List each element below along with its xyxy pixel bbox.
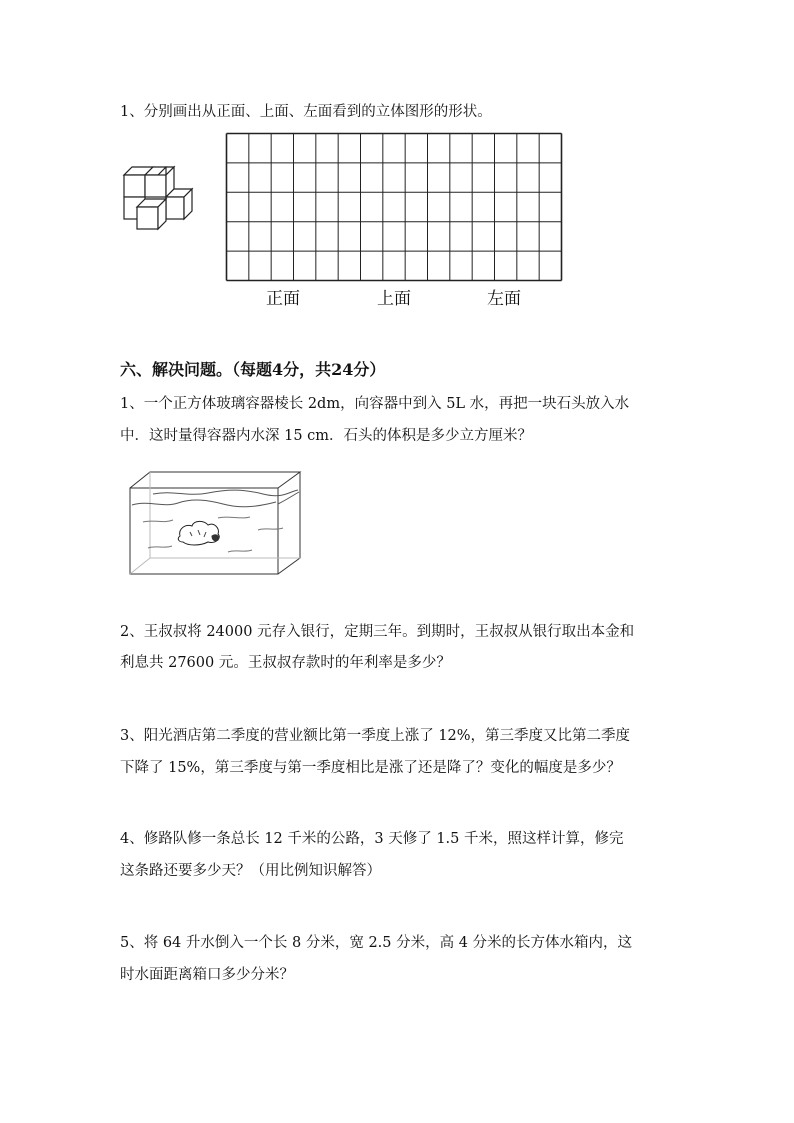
top-view-label: 上面 (377, 289, 411, 309)
question-text: 1、分别画出从正面、上面、左面看到的立体图形的形状。 (120, 104, 492, 120)
question-3-line-1: 3、阳光酒店第二季度的营业额比第一季度上涨了 12%，第三季度又比第二季度 (120, 728, 631, 744)
section-heading: 六、解决问题。（每题4分，共24分） (120, 360, 386, 379)
drawing-grid (226, 133, 562, 281)
front-view-label: 正面 (266, 289, 300, 309)
question-1-line-2: 中．这时量得容器内水深 15 cm．石头的体积是多少立方厘米？ (120, 428, 533, 444)
cube-stack-figure (122, 163, 194, 239)
question-2-line-1: 2、王叔叔将 24000 元存入银行，定期三年。到期时，王叔叔从银行取出本金和 (120, 624, 635, 640)
question-5-line-2: 时水面距离箱口多少分米？ (120, 967, 294, 983)
question-3-line-2: 下降了 15%，第三季度与第一季度相比是涨了还是降了？变化的幅度是多少？ (120, 760, 621, 776)
question-4-line-2: 这条路还要多少天？（用比例知识解答） (120, 863, 381, 879)
question-2-line-2: 利息共 27600 元。王叔叔存款时的年利率是多少？ (120, 655, 451, 671)
question-4-line-1: 4、修路队修一条总长 12 千米的公路，3 天修了 1.5 千米，照这样计算，修完 (120, 831, 624, 847)
glass-container-figure (128, 470, 304, 580)
question-1-line-1: 1、一个正方体玻璃容器棱长 2dm，向容器中到入 5L 水，再把一块石头放入水 (120, 396, 630, 412)
left-view-label: 左面 (487, 289, 521, 309)
question-5-line-1: 5、将 64 升水倒入一个长 8 分米，宽 2.5 分米，高 4 分米的长方体水箱内，这 (120, 935, 633, 951)
